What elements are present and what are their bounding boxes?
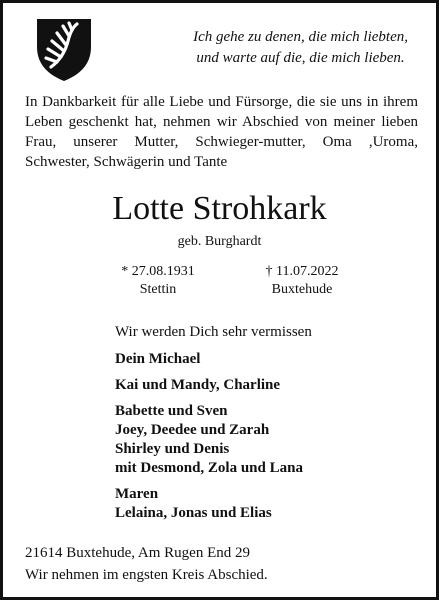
- mourner-line: Kai und Mandy, Charline: [115, 377, 281, 393]
- epigraph-quote: [193, 27, 408, 69]
- maiden-name: geb. Burghardt: [177, 234, 262, 249]
- quote-line: Ich gehe zu denen, die mich liebten,: [193, 29, 408, 45]
- shield-deer-antler-icon: [35, 17, 93, 83]
- mourner-group: [115, 376, 303, 395]
- mourners-list: [115, 350, 303, 530]
- birth-date: * 27.08.1931: [121, 264, 195, 279]
- deceased-name: Lotte Strohkark: [112, 190, 327, 227]
- birth-info: [83, 263, 233, 299]
- mourners-intro: Wir werden Dich sehr vermissen: [115, 324, 312, 340]
- address: 21614 Buxtehude, Am Rugen End 29: [25, 545, 250, 561]
- footer: [25, 542, 268, 586]
- death-info: [227, 263, 377, 299]
- mourner-line: Shirley und Denis: [115, 441, 230, 457]
- mourner-line: Lelaina, Jonas und Elias: [115, 505, 272, 521]
- birth-place: Stettin: [139, 282, 177, 297]
- quote-line: und warte auf die, die mich lieben.: [196, 50, 405, 66]
- mourner-line: Maren: [115, 486, 159, 502]
- death-date: † 11.07.2022: [265, 264, 339, 279]
- mourner-group: [115, 485, 303, 523]
- mourner-group: [115, 350, 303, 369]
- mourner-line: Babette und Sven: [115, 403, 228, 419]
- mourner-line: Joey, Deedee und Zarah: [115, 422, 270, 438]
- death-place: Buxtehude: [271, 282, 333, 297]
- intro-paragraph: In Dankbarkeit für alle Liebe und Fürsorge, die sie uns in ihrem Leben geschenkt hat, nehmen wir Abschied von meiner lieben Frau, unserer Mutter, Schwieger-mutter, Oma ,Uroma, Schwester, Schwägerin und Tante: [25, 94, 418, 170]
- mourner-group: [115, 402, 303, 478]
- funeral-note: Wir nehmen im engsten Kreis Abschied.: [25, 567, 268, 583]
- mourner-line: mit Desmond, Zola und Lana: [115, 460, 303, 476]
- mourner-line: Dein Michael: [115, 351, 201, 367]
